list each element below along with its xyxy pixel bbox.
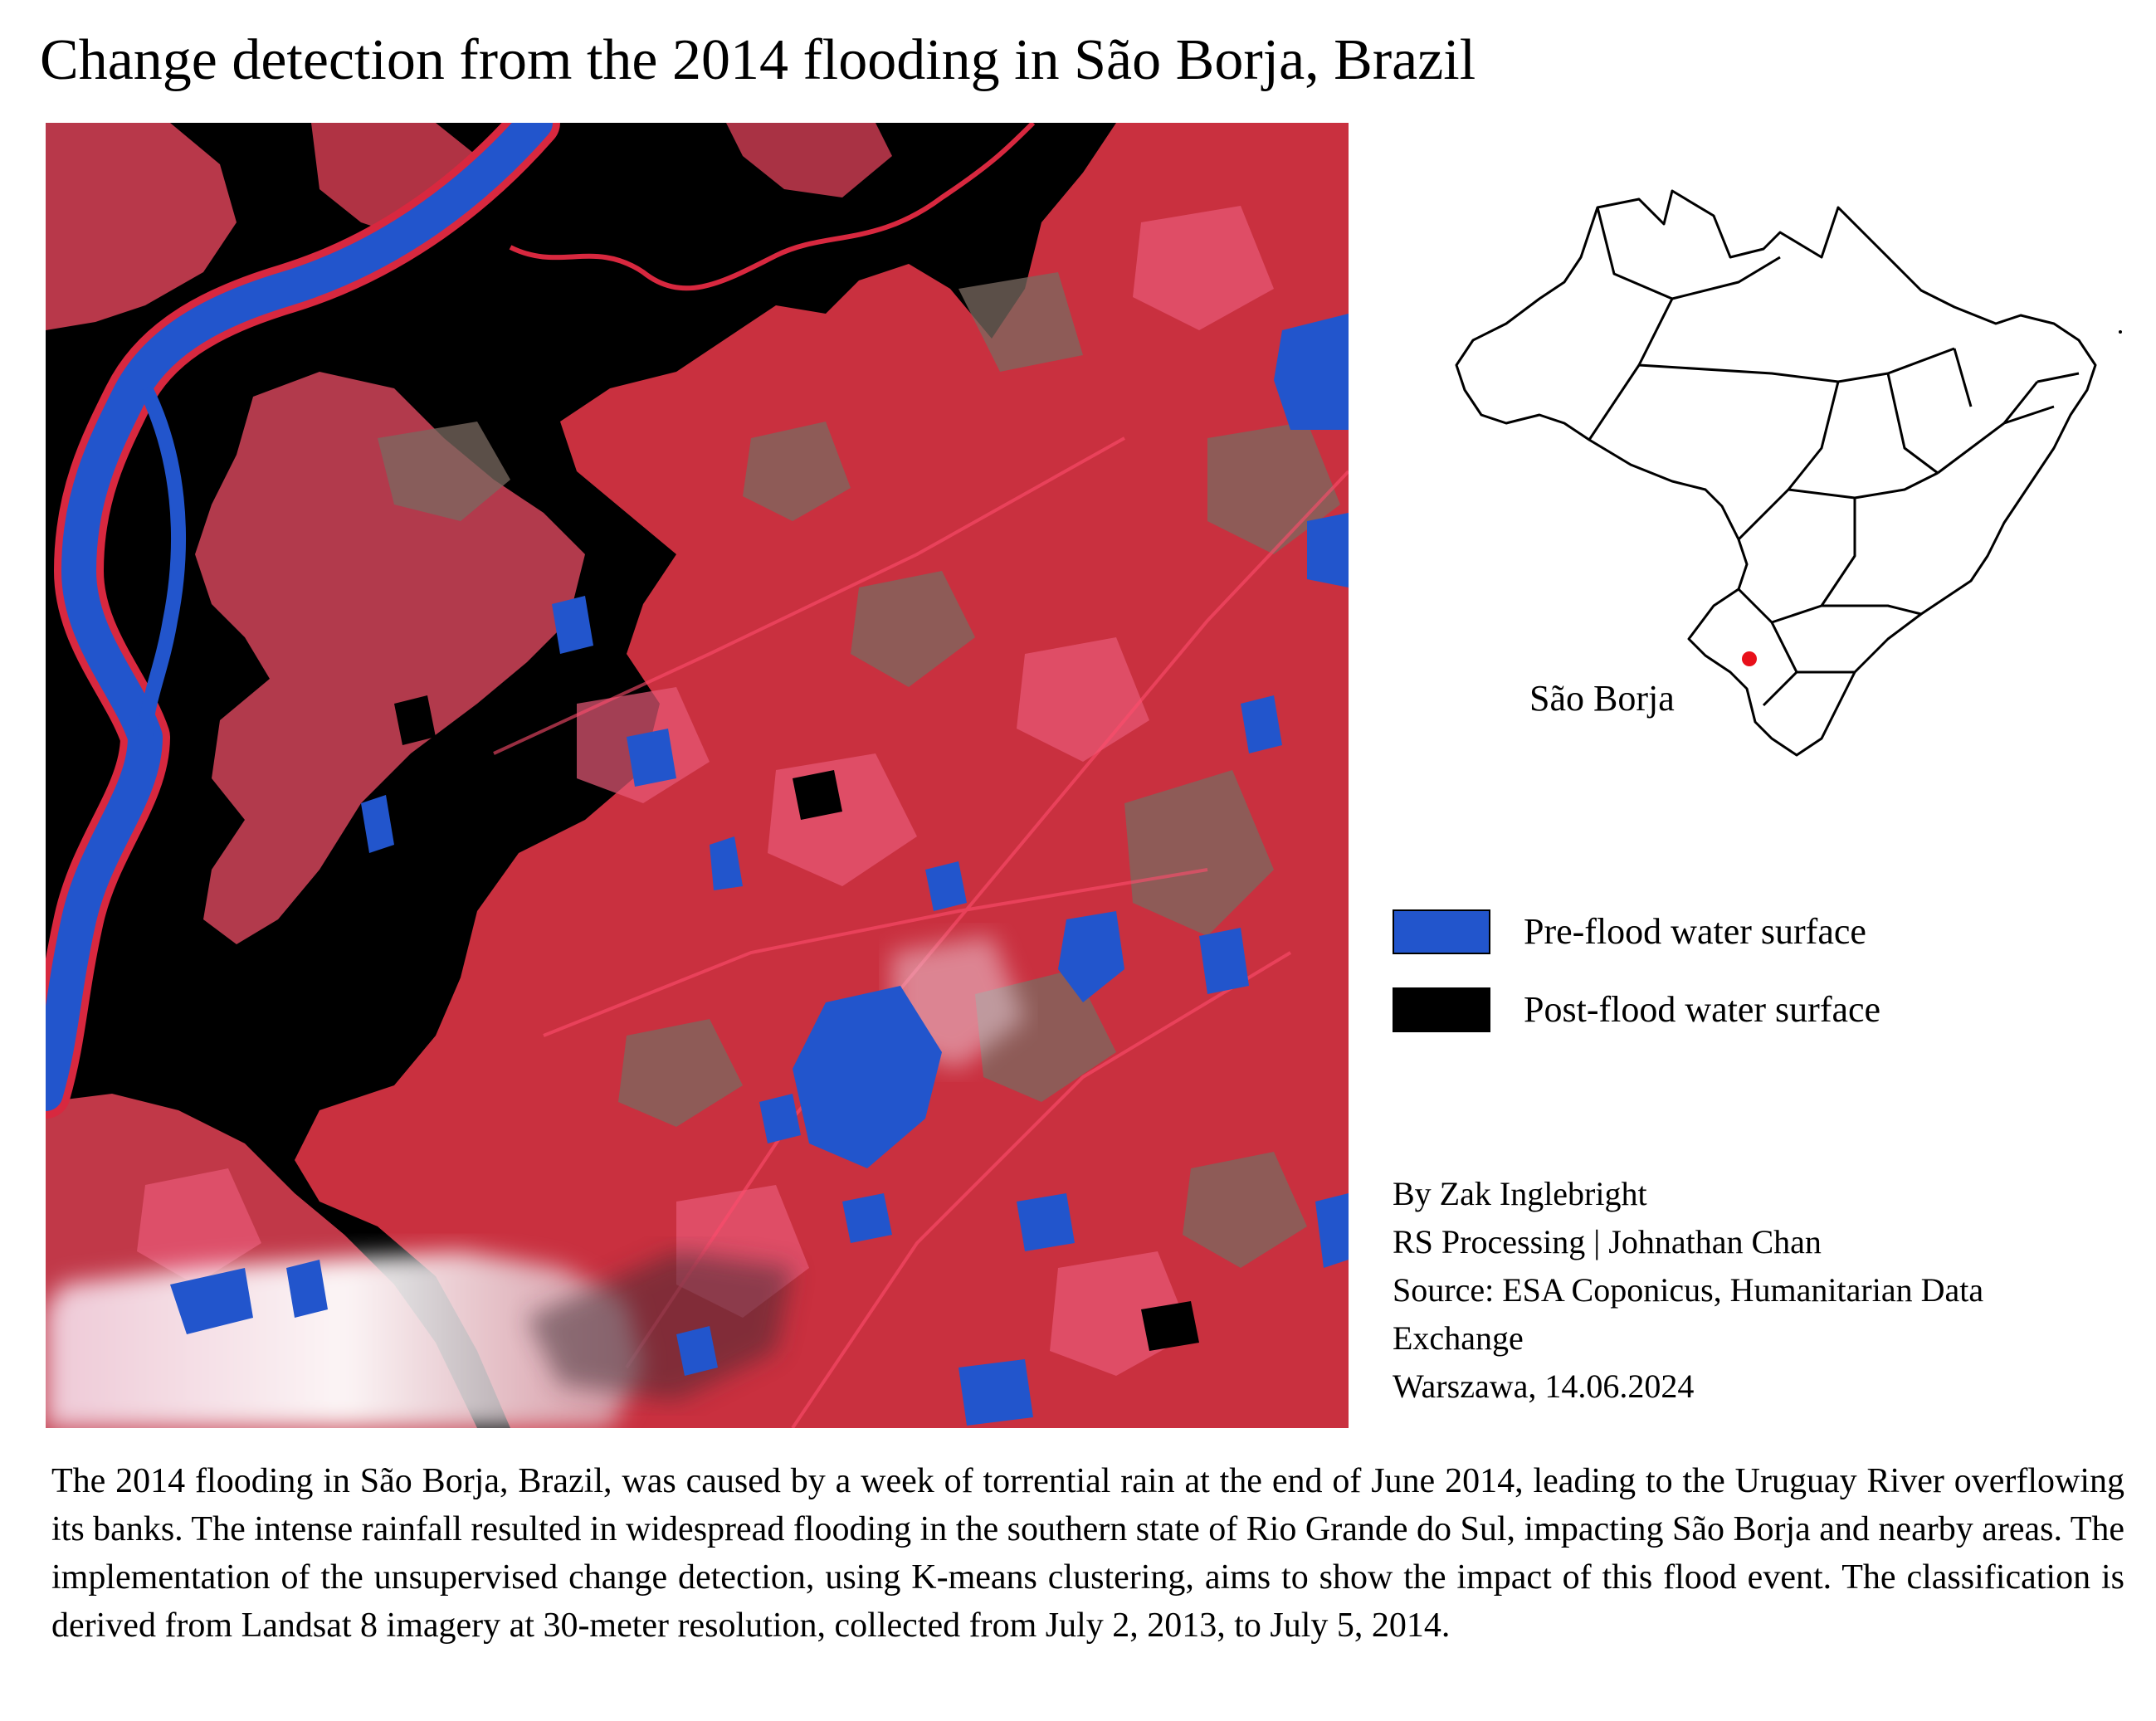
credit-author: By Zak Inglebright (1393, 1175, 1647, 1212)
brazil-outline (1423, 174, 2129, 838)
brazil-inset-map (1423, 174, 2129, 838)
legend-swatch-post-flood (1393, 987, 1490, 1032)
credit-source: Source: ESA Coponicus, Humanitarian Data (1393, 1271, 1984, 1309)
legend-label-pre-flood: Pre-flood water surface (1524, 911, 1866, 952)
credit-processing: RS Processing | Johnathan Chan (1393, 1223, 1822, 1260)
credit-place-date: Warszawa, 14.06.2024 (1393, 1368, 1695, 1405)
map-description: The 2014 flooding in São Borja, Brazil, was caused by a week of torrential rain at the end of June 2014, leading to the Uruguay River overflowing its banks. The intense rainfall resulted in widespread flooding in the southern state of Rio Grande do Sul, impacting São Borja and nearby areas. The implementation of the unsupervised change detection, using K-means clustering, aims to show the impact of this flood event. The classification is derived from Landsat 8 imagery at 30-meter resolution, collected from July 2, 2013, to July 5, 2014. (51, 1462, 2124, 1645)
legend-swatch-pre-flood (1393, 909, 1490, 954)
satellite-change-map (46, 123, 1349, 1428)
map-legend (1393, 909, 2106, 1058)
island-dot (2119, 330, 2122, 334)
sao-borja-label: São Borja (1529, 678, 1675, 719)
sao-borja-marker (1742, 651, 1757, 666)
legend-item-pre-flood (1393, 909, 1866, 955)
legend-label-post-flood: Post-flood water surface (1524, 989, 1881, 1030)
map-credits (1393, 1170, 2139, 1411)
credit-source-continued: Exchange (1393, 1319, 1524, 1357)
legend-item-post-flood (1393, 987, 1880, 1033)
brazil-country-outline (1456, 191, 2095, 755)
satellite-image (46, 123, 1349, 1428)
map-title: Change detection from the 2014 flooding in São Borja, Brazil (40, 28, 1476, 92)
